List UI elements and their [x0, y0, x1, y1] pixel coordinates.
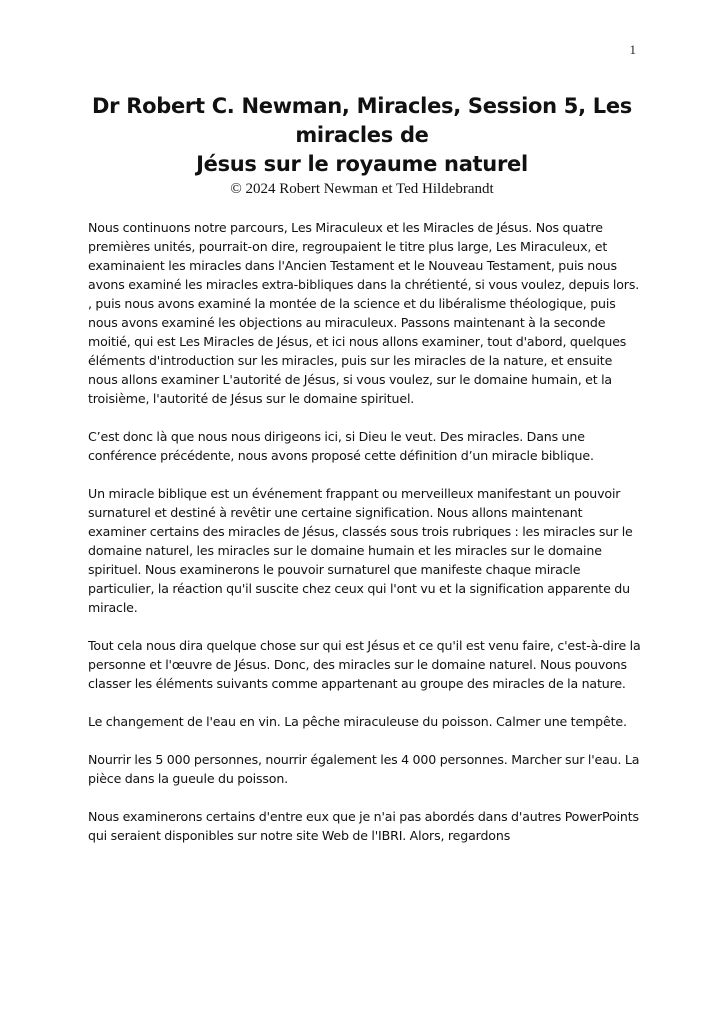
paragraph-6: Nourrir les 5 000 personnes, nourrir également les 4 000 personnes. Marcher sur l'eau. La pièce dans la gueule du poisson. — [88, 752, 640, 786]
document-title-line-1: Dr Robert C. Newman, Miracles, Session 5, Les — [92, 94, 632, 118]
paragraph-1: Nous continuons notre parcours, Les Miraculeux et les Miracles de Jésus. Nos quatre premières unités, pourrait-on dire, regroupaient le titre plus large, Les Miraculeux, et examinaient les miracles dans l'Ancien Testament et le Nouveau Testament, puis nous avons examiné les miracles extra-bibliques dans la chrétienté, si vous voulez, depuis lors. , puis nous avons examiné la montée de la science et du libéralisme théologique, puis nous avons examiné les objections au miraculeux. Passons maintenant à la seconde moitié, qui est Les Miracles de Jésus, et ici nous allons examiner, tout d'abord, quelques éléments d'introduction sur les miracles, puis sur les miracles de la nature, et ensuite nous allons examiner L'autorité de Jésus, si vous voulez, sur le domaine humain, et la troisième, l'autorité de Jésus sur le domaine spirituel. — [88, 220, 640, 406]
body-text — [88, 218, 644, 864]
paragraph-5: Le changement de l'eau en vin. La pêche miraculeuse du poisson. Calmer une tempête. — [88, 714, 627, 729]
document-title-line-3: Jésus sur le royaume naturel — [196, 152, 528, 176]
paragraph-2: C’est donc là que nous nous dirigeons ici, si Dieu le veut. Des miracles. Dans une conférence précédente, nous avons proposé cette définition d’un miracle biblique. — [88, 429, 594, 463]
title-block — [88, 92, 636, 199]
page-number: 1 — [629, 42, 636, 57]
paragraph-7: Nous examinerons certains d'entre eux que je n'ai pas abordés dans d'autres PowerPoints qui seraient disponibles sur notre site Web de l'IBRI. Alors, regardons — [88, 809, 639, 843]
document-title-line-2: miracles de — [295, 123, 429, 147]
copyright-line: © 2024 Robert Newman et Ted Hildebrandt — [230, 181, 494, 197]
paragraph-4: Tout cela nous dira quelque chose sur qui est Jésus et ce qu'il est venu faire, c'est-à-dire la personne et l'œuvre de Jésus. Donc, des miracles sur le domaine naturel. Nous pouvons classer les éléments suivants comme appartenant au groupe des miracles de la nature. — [88, 638, 641, 691]
paragraph-3: Un miracle biblique est un événement frappant ou merveilleux manifestant un pouvoir surnaturel et destiné à revêtir une certaine signification. Nous allons maintenant examiner certains des miracles de Jésus, classés sous trois rubriques : les miracles sur le domaine naturel, les miracles sur le domaine humain et les miracles sur le domaine spirituel. Nous examinerons le pouvoir surnaturel que manifeste chaque miracle particulier, la réaction qu'il suscite chez ceux qui l'ont vu et la signification apparente du miracle. — [88, 486, 633, 615]
